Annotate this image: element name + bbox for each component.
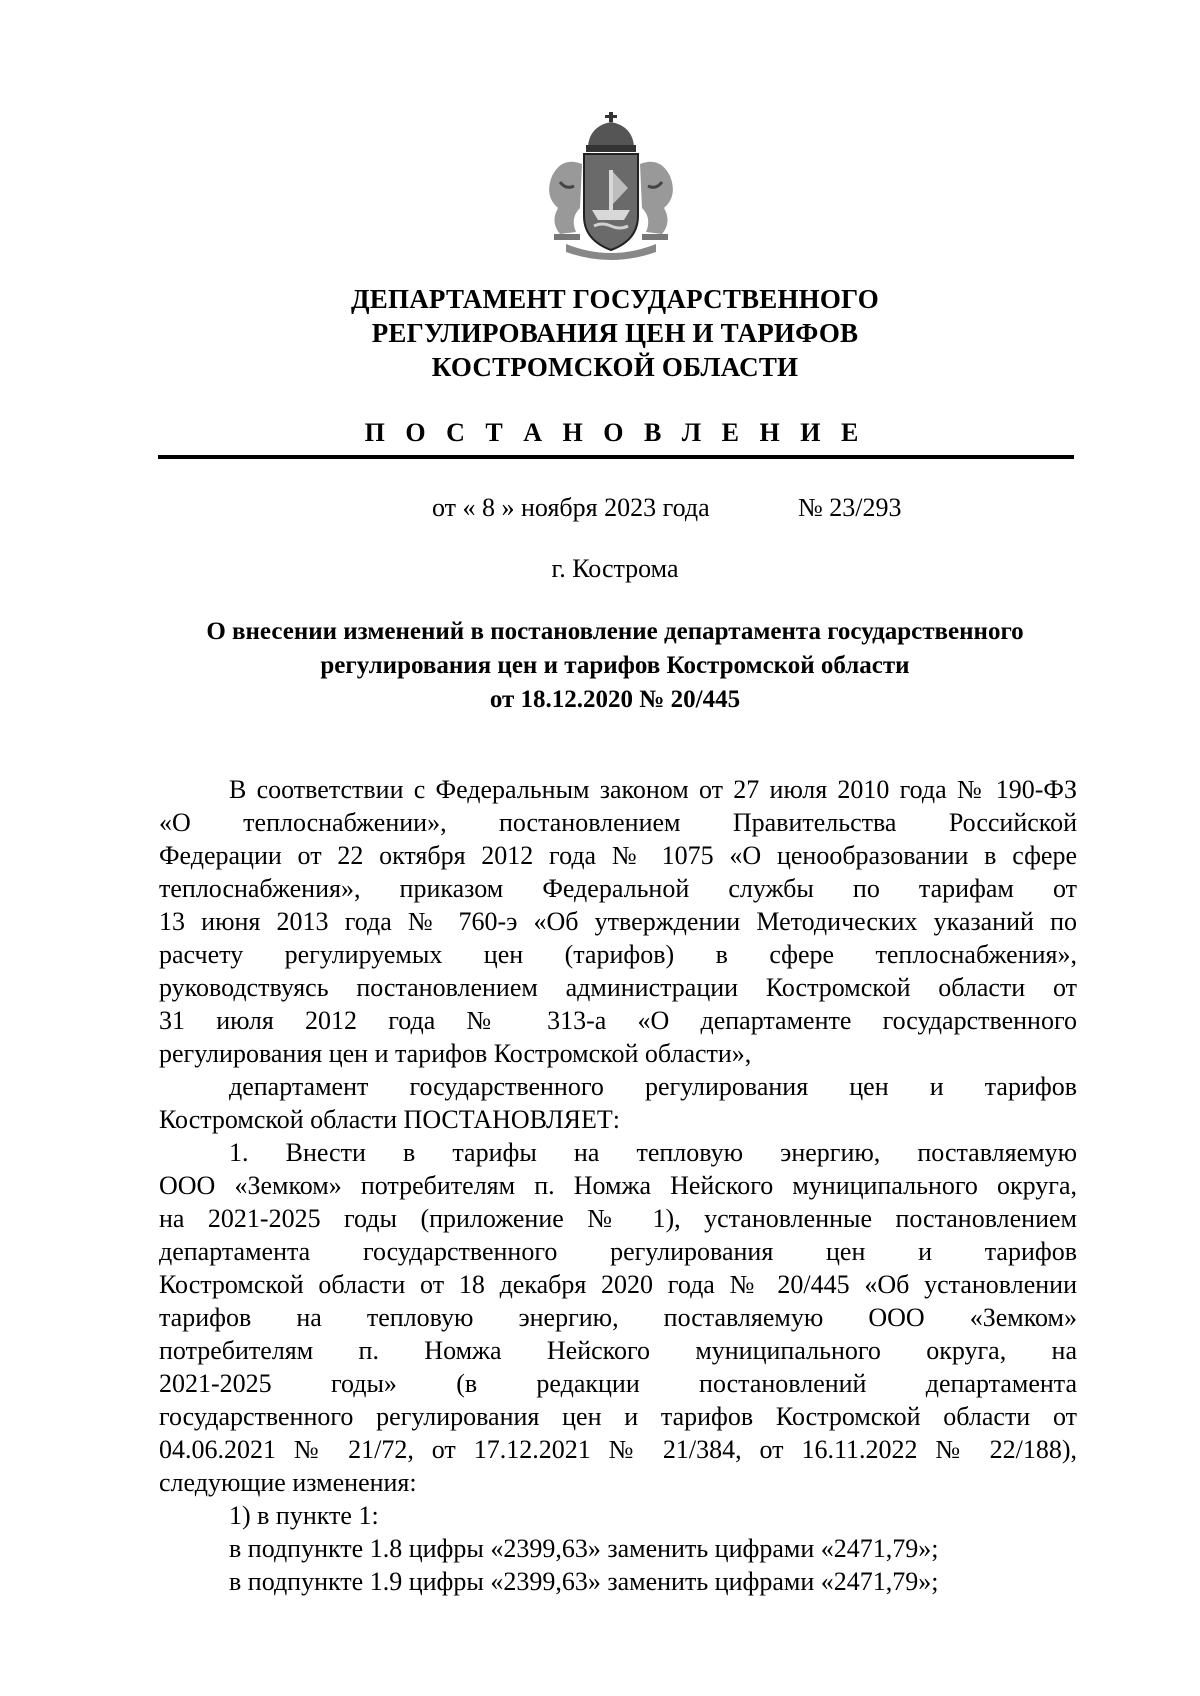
document-title-line-1: О внесении изменений в постановление департамента государственного: [206, 618, 1024, 645]
body-line: государственного регулирования цен и тарифов Костромской области от: [159, 1402, 1077, 1431]
document-title-line-3: от 18.12.2020 № 20/445: [489, 686, 741, 713]
body-line: В соответствии с Федеральным законом от 27 июля 2010 года № 190-ФЗ: [229, 775, 1077, 804]
body-line: департамента государственного регулирования цен и тарифов: [159, 1237, 1077, 1266]
body-line: следующие изменения:: [159, 1468, 417, 1497]
body-line: 31 июля 2012 года № 313-а «О департаменте государственного: [159, 1006, 1077, 1035]
body-line: Костромской области от 18 декабря 2020 года № 20/445 «Об установлении: [159, 1270, 1077, 1299]
body-line: 13 июня 2013 года № 760-э «Об утверждении Методических указаний по: [159, 907, 1077, 936]
body-line: регулирования цен и тарифов Костромской области»,: [159, 1039, 752, 1068]
body-line: потребителям п. Номжа Нейского муниципального округа, на: [159, 1336, 1077, 1365]
body-line: 2021-2025 годы» (в редакции постановлений департамента: [159, 1369, 1077, 1398]
department-name-line-1: ДЕПАРТАМЕНТ ГОСУДАРСТВЕННОГО: [351, 284, 879, 314]
body-line: ООО «Земком» потребителям п. Номжа Нейского муниципального округа,: [159, 1171, 1077, 1200]
body-line: в подпункте 1.9 цифры «2399,63» заменить цифрами «2471,79»;: [229, 1567, 939, 1596]
body-line: 1. Внести в тарифы на тепловую энергию, поставляемую: [229, 1138, 1077, 1167]
body-line: Костромской области ПОСТАНОВЛЯЕТ:: [159, 1105, 620, 1134]
body-line: 04.06.2021 № 21/72, от 17.12.2021 № 21/384, от 16.11.2022 № 22/188),: [159, 1435, 1077, 1464]
body-line: «О теплоснабжении», постановлением Правительства Российской: [159, 808, 1077, 837]
coat-of-arms-icon: [536, 112, 686, 260]
body-line: департамент государственного регулирования цен и тарифов: [229, 1072, 1077, 1101]
body-line: тарифов на тепловую энергию, поставляемую ООО «Земком»: [159, 1303, 1077, 1332]
body-line: в подпункте 1.8 цифры «2399,63» заменить цифрами «2471,79»;: [229, 1534, 939, 1563]
document-date: от « 8 » ноября 2023 года: [432, 493, 710, 522]
document-city: г. Кострома: [551, 554, 679, 583]
header-divider: [158, 455, 1074, 459]
department-name-line-2: РЕГУЛИРОВАНИЯ ЦЕН И ТАРИФОВ: [371, 318, 859, 348]
document-body: [159, 773, 1077, 1598]
document-title-line-2: регулирования цен и тарифов Костромской области: [320, 652, 910, 679]
body-line: руководствуясь постановлением администрации Костромской области от: [159, 973, 1077, 1002]
body-line: 1) в пункте 1:: [229, 1501, 379, 1530]
document-type-heading: П О С Т А Н О В Л Е Н И Е: [364, 418, 866, 447]
body-line: теплоснабжения», приказом Федеральной службы по тарифам от: [159, 874, 1077, 903]
document-number: № 23/293: [798, 493, 902, 522]
department-name-line-3: КОСТРОМСКОЙ ОБЛАСТИ: [431, 352, 799, 382]
body-line: на 2021-2025 годы (приложение № 1), установленные постановлением: [159, 1204, 1077, 1233]
body-line: расчету регулируемых цен (тарифов) в сфере теплоснабжения»,: [159, 940, 1077, 969]
body-line: Федерации от 22 октября 2012 года № 1075 «О ценообразовании в сфере: [159, 841, 1077, 870]
